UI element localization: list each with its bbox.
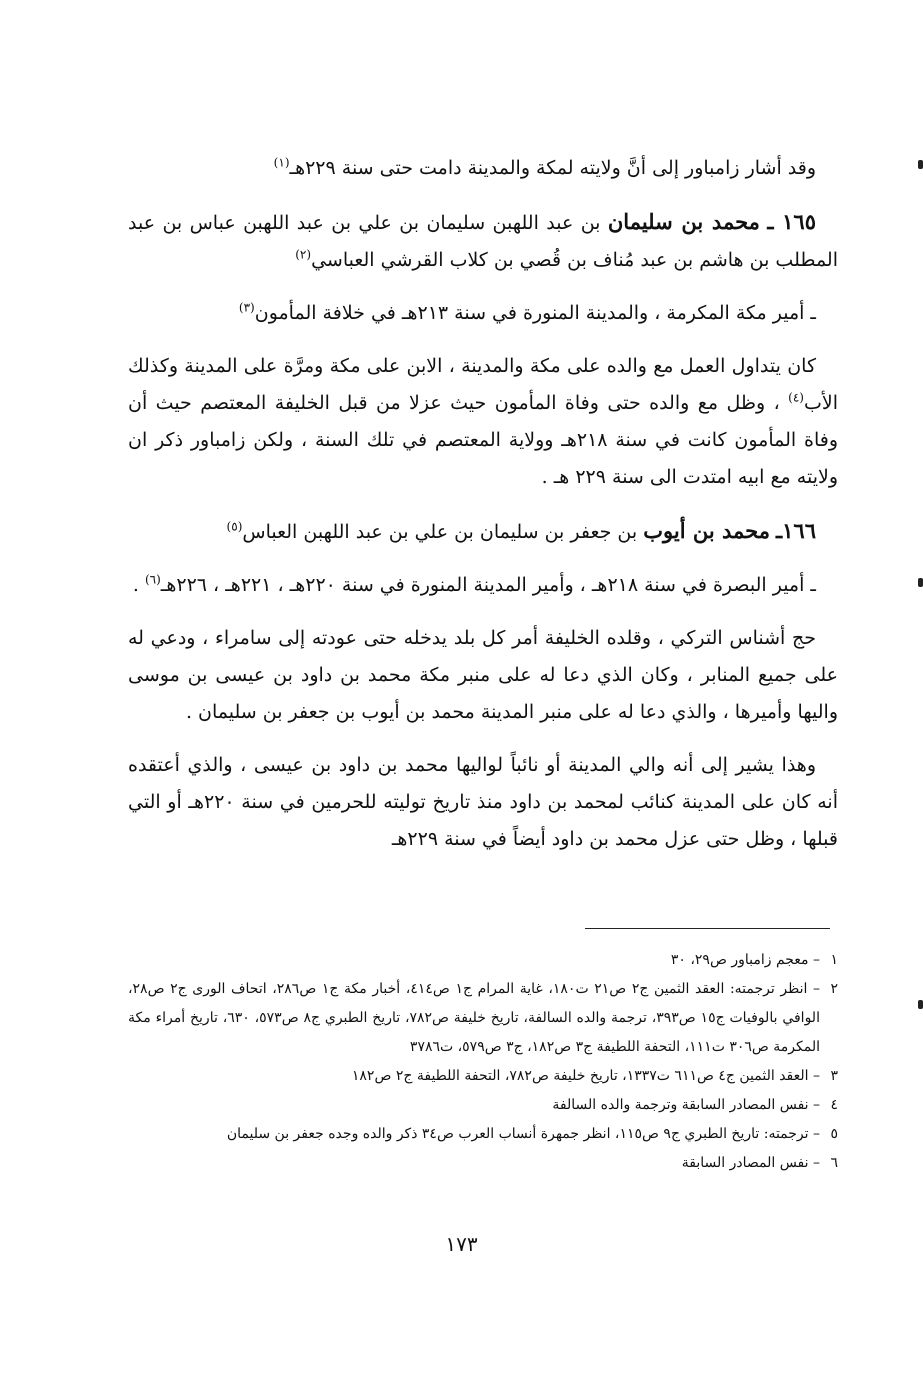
paragraph-text: ـ أمير مكة المكرمة ، والمدينة المنورة في سنة ٢١٣هـ في خلافة المأمون: [254, 302, 816, 324]
footnote: [128, 975, 838, 1062]
paragraph-ashnas-hajj: [128, 620, 838, 731]
page-number: ١٧٣: [445, 1232, 478, 1256]
footnote-number: ١: [830, 952, 838, 968]
paragraph-text: وهذا يشير إلى أنه والي المدينة أو نائباً لواليها محمد بن داود بن عيسى ، والذي أعتقده أنه كان على المدينة كنائب لمحمد بن داود منذ تاريخ توليته للحرمين في سنة ٢٢٠هـ أو التي قبلها ، وظل حتى عزل محمد بن داود أيضاً في سنة ٢٢٩هـ: [128, 754, 838, 850]
footnote: [128, 1120, 838, 1149]
footnote-text: – ترجمته: تاريخ الطبري ج٩ ص١١٥، انظر جمهرة أنساب العرب ص٣٤ ذكر والده وجده جعفر بن سليمان: [226, 1126, 820, 1142]
footnote: [128, 1149, 838, 1178]
margin-mark: [918, 578, 923, 587]
footnote-number: ٦: [830, 1155, 838, 1171]
footnote-text: – العقد الثمين ج٤ ص٦١١ ت١٣٣٧، تاريخ خليفة ص٧٨٢، التحفة اللطيفة ج٢ ص١٨٢: [351, 1068, 820, 1084]
paragraph-zambaur-note: [128, 150, 838, 187]
footnote-ref: (١): [273, 155, 290, 170]
footnote-number: ٢: [830, 981, 838, 997]
footnote-number: ٤: [830, 1097, 838, 1113]
paragraph-emir-basra: [128, 567, 838, 604]
margin-mark: [918, 160, 923, 169]
paragraph-text: ـ أمير البصرة في سنة ٢١٨هـ ، وأمير المدينة المنورة في سنة ٢٢٠هـ ، ٢٢١هـ ، ٢٢٦هـ: [160, 574, 816, 596]
paragraph-emir-mecca: [128, 295, 838, 332]
entry-166: [128, 512, 838, 551]
entry-name: محمد بن سليمان: [607, 209, 760, 234]
paragraph-text: ، وظل مع والده حتى وفاة المأمون حيث عزلا من قبل الخليفة المعتصم حيث أن وفاة المأمون كانت في سنة ٢١٨هـ وولاية المعتصم في تلك السنة ، ولكن زامباور ذكر ان ولايته مع ابيه امتدت الى سنة ٢٢٩ هـ .: [128, 392, 838, 488]
footnote-ref: (٦): [144, 572, 161, 587]
footnote-text: – معجم زامباور ص٢٩، ٣٠: [670, 952, 820, 968]
footnote-text: – نفس المصادر السابقة: [681, 1155, 820, 1171]
entry-number: ١٦٥ ـ: [767, 209, 816, 234]
paragraph-text: حج أشناس التركي ، وقلده الخليفة أمر كل بلد يدخله حتى عودته إلى سامراء ، ودعي له على جميع المنابر ، وكان الذي دعا له على منبر مكة محمد بن داود بن عيسى بن موسى واليها وأميرها ، والذي دعا له على منبر المدينة محمد بن أيوب بن جعفر بن سليمان .: [128, 627, 838, 723]
footnote-text: – انظر ترجمته: العقد الثمين ج٢ ص٢١ ت١٨٠، غاية المرام ج١ ص٤١٤، أخبار مكة ج١ ص٢٨٦، اتحاف الورى ج٢ ص٢٨، الوافي بالوفيات ج١٥ ص٣٩٣، ترجمة والده السالفة، تاريخ خليفة ص٧٨٢، تاريخ الطبري ج٨ ص٥٧٣، ٦٣٠، تاريخ أمراء مكة المكرمة ص٣٠٦ ت١١١، التحفة اللطيفة ج٣ ص١٨٢، ج٣ ص٥٧٩، ت٣٧٨٦: [128, 981, 820, 1055]
paragraph-rotation: [128, 348, 838, 496]
paragraph-conclusion: [128, 747, 838, 858]
paragraph-text: .: [132, 574, 145, 596]
footnote: [128, 1091, 838, 1120]
footnote: [128, 1062, 838, 1091]
footnote-ref: (٣): [238, 300, 255, 315]
main-text: [128, 150, 838, 874]
footnote-text: – نفس المصادر السابقة وترجمة والده السالفة: [552, 1097, 820, 1113]
footnote-ref: (٥): [226, 519, 243, 534]
footnote-number: ٣: [830, 1068, 838, 1084]
entry-name: محمد بن أيوب: [643, 518, 770, 543]
paragraph-text: كان يتداول العمل مع والده على مكة والمدينة ، الابن على مكة ومرَّة على المدينة وكذلك الأب: [128, 355, 838, 414]
footnote-number: ٥: [830, 1126, 838, 1142]
footnotes: [128, 946, 838, 1178]
footnote: [128, 946, 838, 975]
footnote-ref: (٤): [788, 390, 804, 405]
entry-lineage: بن عبد اللهبن سليمان بن علي بن عبد اللهبن عباس بن عبد المطلب بن هاشم بن عبد مُناف بن قُصي بن كلاب القرشي العباسي: [128, 212, 838, 271]
entry-165: [128, 203, 838, 279]
entry-lineage: بن جعفر بن سليمان بن علي بن عبد اللهبن العباس: [242, 521, 644, 543]
footnote-ref: (٢): [295, 247, 312, 262]
entry-number: ١٦٦ـ: [776, 518, 816, 543]
paragraph-text: وقد أشار زامباور إلى أنَّ ولايته لمكة والمدينة دامت حتى سنة ٢٢٩هـ: [289, 157, 816, 179]
footnote-separator: [585, 928, 830, 929]
margin-mark: [918, 1000, 923, 1009]
